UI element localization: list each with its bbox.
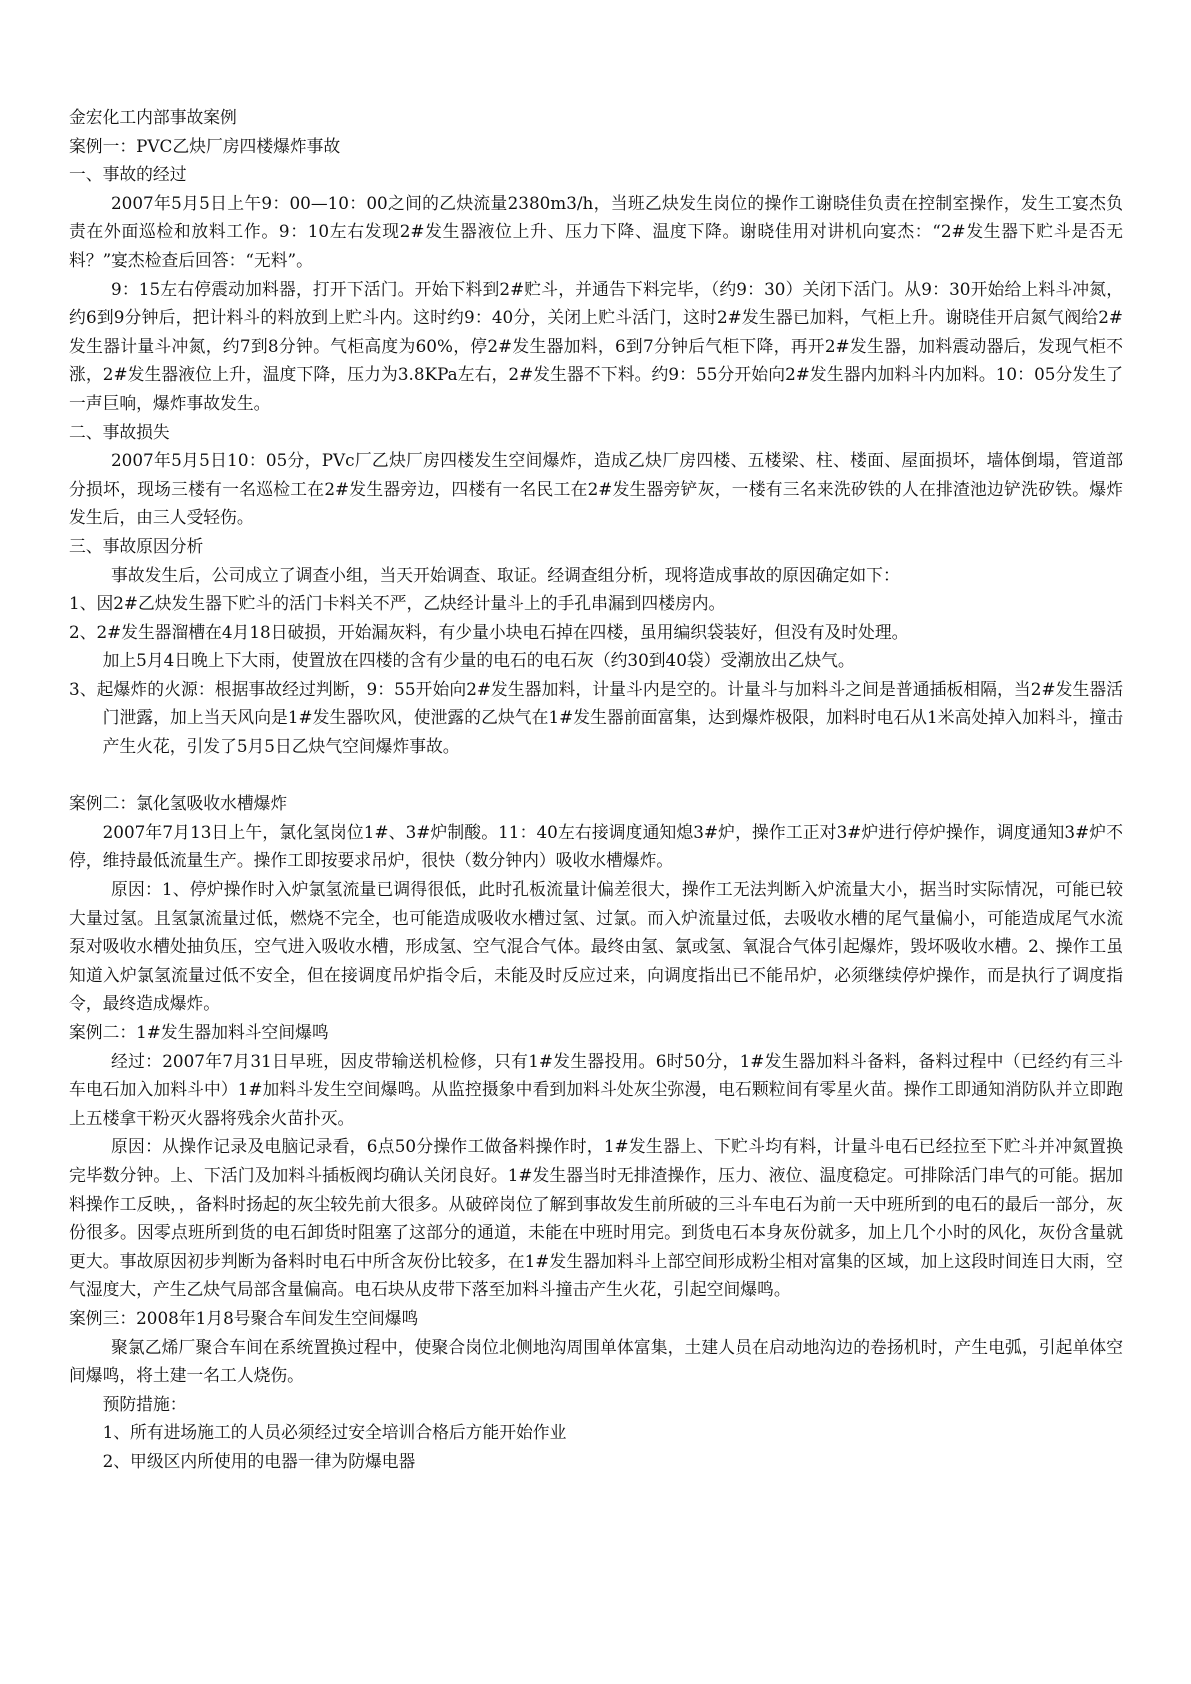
case1-section1-heading: 一、事故的经过 <box>69 164 187 185</box>
case1-section3-paragraph: 事故发生后，公司成立了调查小组，当天开始调查、取证。经调查组分析，现将造成事故的原因确定如下： <box>111 564 900 585</box>
document-title: 金宏化工内部事故案例 <box>69 107 237 127</box>
case2-heading: 案例二：氯化氢吸收水槽爆炸 <box>69 793 288 814</box>
case2-paragraph: 2007年7月13日上午，氯化氢岗位1#、3#炉制酸。11：40左右接调度通知熄3#炉，操作工正对3#炉进行停炉操作，调度通知3#炉不停，维持最低流量生产。操作工即按要求吊炉，很快（数分钟内）吸收水槽爆炸。 <box>69 821 1123 871</box>
case3-process-paragraph: 经过：2007年7月31日早班，因皮带输送机检修，只有1#发生器投用。6时50分，1#发生器加料斗备料，备料过程中（已经约有三斗车电石加入加料斗中）1#加料斗发生空间爆鸣。从监控摄象中看到加料斗处灰尘弥漫，电石颗粒间有零星火苗。操作工即通知消防队并立即跑上五楼拿干粉灭火器将残余火苗扑灭。 <box>69 1050 1123 1128</box>
case1-heading: 案例一：PVC乙炔厂房四楼爆炸事故 <box>69 135 341 156</box>
case4-paragraph: 聚氯乙烯厂聚合车间在系统置换过程中，使聚合岗位北侧地沟周围单体富集，土建人员在启动地沟边的卷扬机时，产生电弧，引起单体空间爆鸣，将土建一名工人烧伤。 <box>69 1336 1123 1386</box>
document-page <box>69 103 1123 1476</box>
case1-cause-item-continuation: 加上5月4日晚上下大雨，使置放在四楼的含有少量的电石的电石灰（约30到40袋）受潮放出乙炔气。 <box>102 650 855 671</box>
case1-cause-item: 1、因2#乙炔发生器下贮斗的活门卡料关不严，乙炔经计量斗上的手孔串漏到四楼房内。 <box>69 593 726 614</box>
prevention-item: 1、所有进场施工的人员必须经过安全培训合格后方能开始作业 <box>102 1422 567 1443</box>
case1-cause-item: 3、起爆炸的火源：根据事故经过判断，9：55开始向2#发生器加料，计量斗内是空的。计量斗与加料斗之间是普通插板相隔，当2#发生器活门泄露，加上当天风向是1#发生器吹风，使泄露的乙炔气在1#发生器前面富集，达到爆炸极限，加料时电石从1米高处掉入加料斗，撞击产生火花，引发了5月5日乙炔气空间爆炸事故。 <box>69 678 1123 757</box>
case1-cause-item: 2、2#发生器溜槽在4月18日破损，开始漏灰料，有少量小块电石掉在四楼，虽用编织袋装好，但没有及时处理。 <box>69 621 909 642</box>
case1-section3-heading: 三、事故原因分析 <box>69 535 204 556</box>
case3-cause-paragraph: 原因：从操作记录及电脑记录看，6点50分操作工做备料操作时，1#发生器上、下贮斗均有料，计量斗电石已经拉至下贮斗并冲氮置换完毕数分钟。上、下活门及加料斗插板阀均确认关闭良好。1#发生器当时无排渣操作，压力、液位、温度稳定。可排除活门串气的可能。据加料操作工反映，，备料时扬起的灰尘较先前大很多。从破碎岗位了解到事故发生前所破的三斗车电石为前一天中班所到的电石的最后一部分，灰份很多。因零点班所到货的电石卸货时阻塞了这部分的通道，未能在中班时用完。到货电石本身灰份就多，加上几个小时的风化，灰份含量就更大。事故原因初步判断为备料时电石中所含灰份比较多，在1#发生器加料斗上部空间形成粉尘相对富集的区域，加上这段时间连日大雨，空气湿度大，产生乙炔气局部含量偏高。电石块从皮带下落至加料斗撞击产生火花，引起空间爆鸣。 <box>69 1136 1123 1300</box>
blank-line <box>69 761 1123 790</box>
case1-section1-paragraph: 9：15左右停震动加料器，打开下活门。开始下料到2#贮斗，并通告下料完毕，（约9：30）关闭下活门。从9：30开始给上料斗冲氮，约6到9分钟后，把计料斗的料放到上贮斗内。这时约9：40分，关闭上贮斗活门，这时2#发生器已加料，气柜上升。谢晓佳开启氮气阀给2#发生器计量斗冲氮，约7到8分钟。气柜高度为60%，停2#发生器加料，6到7分钟后气柜下降，再开2#发生器，加料震动器后，发现气柜不涨，2#发生器液位上升，温度下降，压力为3.8KPa左右，2#发生器不下料。约9：55分开始向2#发生器内加料斗内加料。10：05分发生了一声巨响，爆炸事故发生。 <box>69 278 1123 413</box>
case1-section2-heading: 二、事故损失 <box>69 421 170 442</box>
case1-section1-paragraph: 2007年5月5日上午9：00—10：00之间的乙炔流量2380m3/h，当班乙炔发生岗位的操作工谢晓佳负责在控制室操作，发生工宴杰负责在外面巡检和放料工作。9：10左右发现2#发生器液位上升、压力下降、温度下降。谢晓佳用对讲机向宴杰：“2#发生器下贮斗是否无料？”宴杰检查后回答：“无料”。 <box>69 192 1123 270</box>
prevention-item: 2、甲级区内所使用的电器一律为防爆电器 <box>102 1450 416 1471</box>
case4-heading: 案例三：2008年1月8号聚合车间发生空间爆鸣 <box>69 1307 419 1328</box>
case1-section2-paragraph: 2007年5月5日10：05分，PVc厂乙炔厂房四楼发生空间爆炸，造成乙炔厂房四楼、五楼梁、柱、楼面、屋面损坏，墙体倒塌，管道部分损坏，现场三楼有一名巡检工在2#发生器旁边，四楼有一名民工在2#发生器旁铲灰，一楼有三名来洗矽铁的人在排渣池边铲洗矽铁。爆炸发生后，由三人受轻伤。 <box>69 450 1123 528</box>
case3-heading: 案例二：1#发生器加料斗空间爆鸣 <box>69 1022 329 1042</box>
case2-cause-paragraph: 原因：1、停炉操作时入炉氯氢流量已调得很低，此时孔板流量计偏差很大，操作工无法判断入炉流量大小，据当时实际情况，可能已较大量过氢。且氢氯流量过低，燃烧不完全，也可能造成吸收水槽过氢、过氯。而入炉流量过低，去吸收水槽的尾气量偏小，可能造成尾气水流泵对吸收水槽处抽负压，空气进入吸收水槽，形成氢、空气混合气体。最终由氢、氯或氢、氧混合气体引起爆炸，毁坏吸收水槽。2、操作工虽知道入炉氯氢流量过低不安全，但在接调度吊炉指令后，未能及时反应过来，向调度指出已不能吊炉，必须继续停炉操作，而是执行了调度指令，最终造成爆炸。 <box>69 879 1123 1014</box>
prevention-heading: 预防措施： <box>102 1393 187 1414</box>
